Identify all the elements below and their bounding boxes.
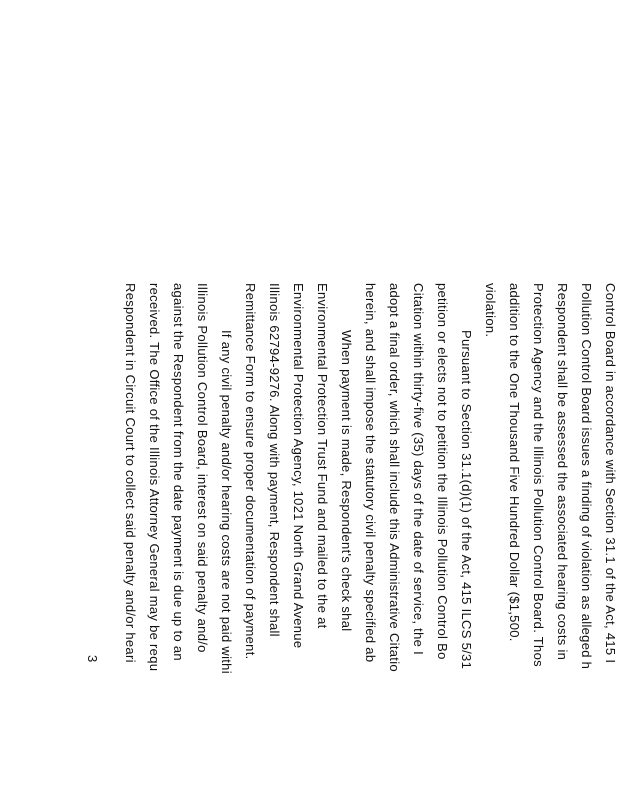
paragraph-line: petition or elects not to petition the Illinois Pollution Control Bo [435, 283, 450, 660]
paragraph-line: addition to the One Thousand Five Hundred Dollar ($1,500. [507, 283, 522, 642]
paragraph-line: Control Board in accordance with Section 31.1 of the Act, 415 I [603, 283, 618, 664]
paragraph-line: herein, and shall impose the statutory civil penalty specified ab [363, 283, 378, 663]
paragraph-line: Citation within thirty-five (35) days of the date of service, the I [411, 283, 426, 655]
paragraph-line: Environmental Protection Trust Fund and mailed to the at [315, 283, 330, 629]
paragraph-line: against the Respondent from the date payment is due up to an [171, 283, 186, 661]
paragraph-line-indented: Pursuant to Section 31.1(d)(1) of the Act, 415 ILCS 5/31 [459, 330, 474, 670]
paragraph-line: received. The Office of the Illinois Attorney General may be requ [147, 283, 162, 672]
paragraph-line: Protection Agency and the Illinois Pollution Control Board. Thos [531, 283, 546, 667]
paragraph-line-indented: When payment is made, Respondent's check shal [339, 330, 354, 632]
paragraph-line: adopt a final order, which shall include this Administrative Citatio [387, 283, 402, 672]
paragraph-line: violation. [483, 283, 498, 338]
paragraph-line: Illinois Pollution Control Board, interest on said penalty and/o [195, 283, 210, 653]
paragraph-line: Respondent shall be assessed the associated hearing costs in [555, 283, 570, 661]
page-number: 3 [85, 655, 100, 663]
paragraph-line: Remittance Form to ensure proper documentation of payment. [243, 283, 258, 660]
paragraph-line: Respondent in Circuit Court to collect said penalty and/or heari [123, 283, 138, 663]
paragraph-line: Illinois 62794-9276. Along with payment, Respondent shall [267, 283, 282, 637]
paragraph-line: Environmental Protection Agency, 1021 North Grand Avenue [291, 283, 306, 649]
paragraph-line: Pollution Control Board issues a finding of violation as alleged h [579, 283, 594, 670]
paragraph-line-indented: If any civil penalty and/or hearing costs are not paid withi [219, 330, 234, 674]
